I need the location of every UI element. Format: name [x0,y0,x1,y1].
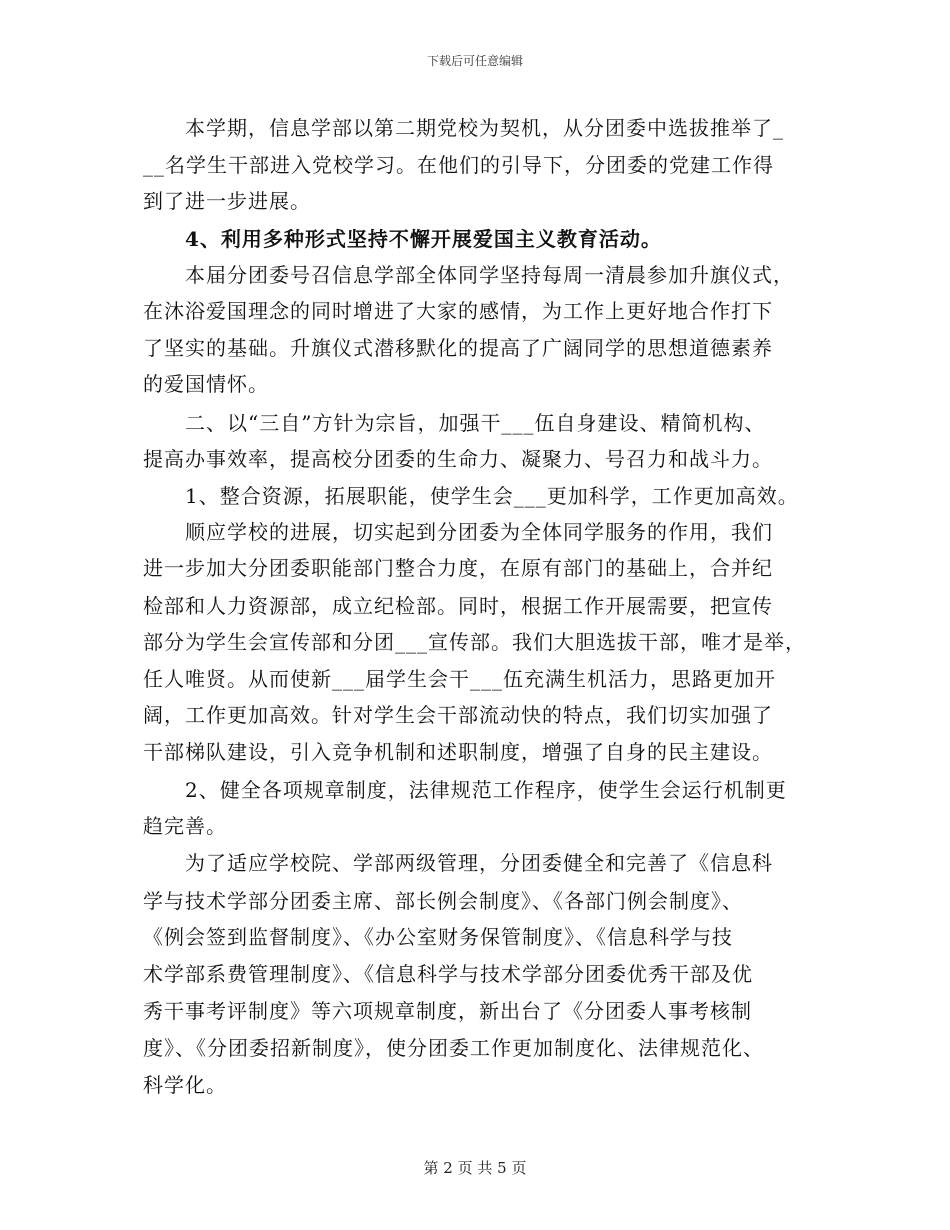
body-line: 本届分团委号召信息学部全体同学坚持每周一清晨参加升旗仪式， [143,263,794,287]
body-line: 科学化。 [143,1073,227,1097]
body-line: 趋完善。 [143,814,227,838]
body-line: 为了适应学校院、学部两级管理，分团委健全和完善了《信息科 [143,851,773,875]
body-line: 二、以“三自”方针为宗旨，加强干___伍自身建设、精简机构、 [143,411,766,435]
body-line: 顺应学校的进展，切实起到分团委为全体同学服务的作用，我们 [143,520,773,544]
body-line: 在沐浴爱国理念的同时增进了大家的感情，为工作上更好地合作打下 [143,299,773,323]
body-line: 1、整合资源，拓展职能，使学生会___更加科学，工作更加高效。 [143,484,799,508]
body-line: 提高办事效率，提高校分团委的生命力、凝聚力、号召力和战斗力。 [143,447,773,471]
body-line: 进一步加大分团委职能部门整合力度，在原有部门的基础上，合并纪 [143,556,773,580]
body-line: 干部梯队建设，引入竞争机制和述职制度，增强了自身的民主建设。 [143,740,773,764]
body-line: 了坚实的基础。升旗仪式潜移默化的提高了广阔同学的思想道德素养 [143,336,773,360]
body-line: 《例会签到监督制度》、《办公室财务保管制度》、《信息科学与技 [143,925,733,949]
section-heading: 4、利用多种形式坚持不懈开展爱国主义教育活动。 [143,227,662,251]
body-line: 任人唯贤。从而使新___届学生会干___伍充满生机活力，思路更加开 [143,667,776,691]
body-line: 术学部系费管理制度》、《信息科学与技术学部分团委优秀干部及优 [143,962,753,986]
page-header: 下载后可任意编辑 [426,54,523,68]
body-line: 部分为学生会宣传部和分团___宣传部。我们大胆选拔干部，唯才是举， [143,630,806,654]
page-number: 第 2 页 共 5 页 [423,1159,527,1177]
body-line: 到了进一步进展。 [143,189,311,213]
body-line: 阔，工作更加高效。针对学生会干部流动快的特点，我们切实加强了 [143,703,773,727]
body-line: 秀干事考评制度》等六项规章制度，新出台了《分团委人事考核制 [143,999,752,1023]
body-line: 度》、《分团委招新制度》，使分团委工作更加制度化、法律规范化、 [143,1036,764,1060]
body-line: 学与技术学部分团委主席、部长例会制度》、《各部门例会制度》、 [143,889,743,913]
body-line: __名学生干部进入党校学习。在他们的引导下，分团委的党建工作得 [143,153,774,177]
body-line: 的爱国情怀。 [143,372,269,396]
body-line: 本学期，信息学部以第二期党校为契机，从分团委中选拔推举了_ [143,116,784,140]
body-line: 检部和人力资源部，成立纪检部。同时，根据工作开展需要，把宣传 [143,594,773,618]
body-line: 2、健全各项规章制度，法律规范工作程序，使学生会运行机制更 [143,778,787,802]
